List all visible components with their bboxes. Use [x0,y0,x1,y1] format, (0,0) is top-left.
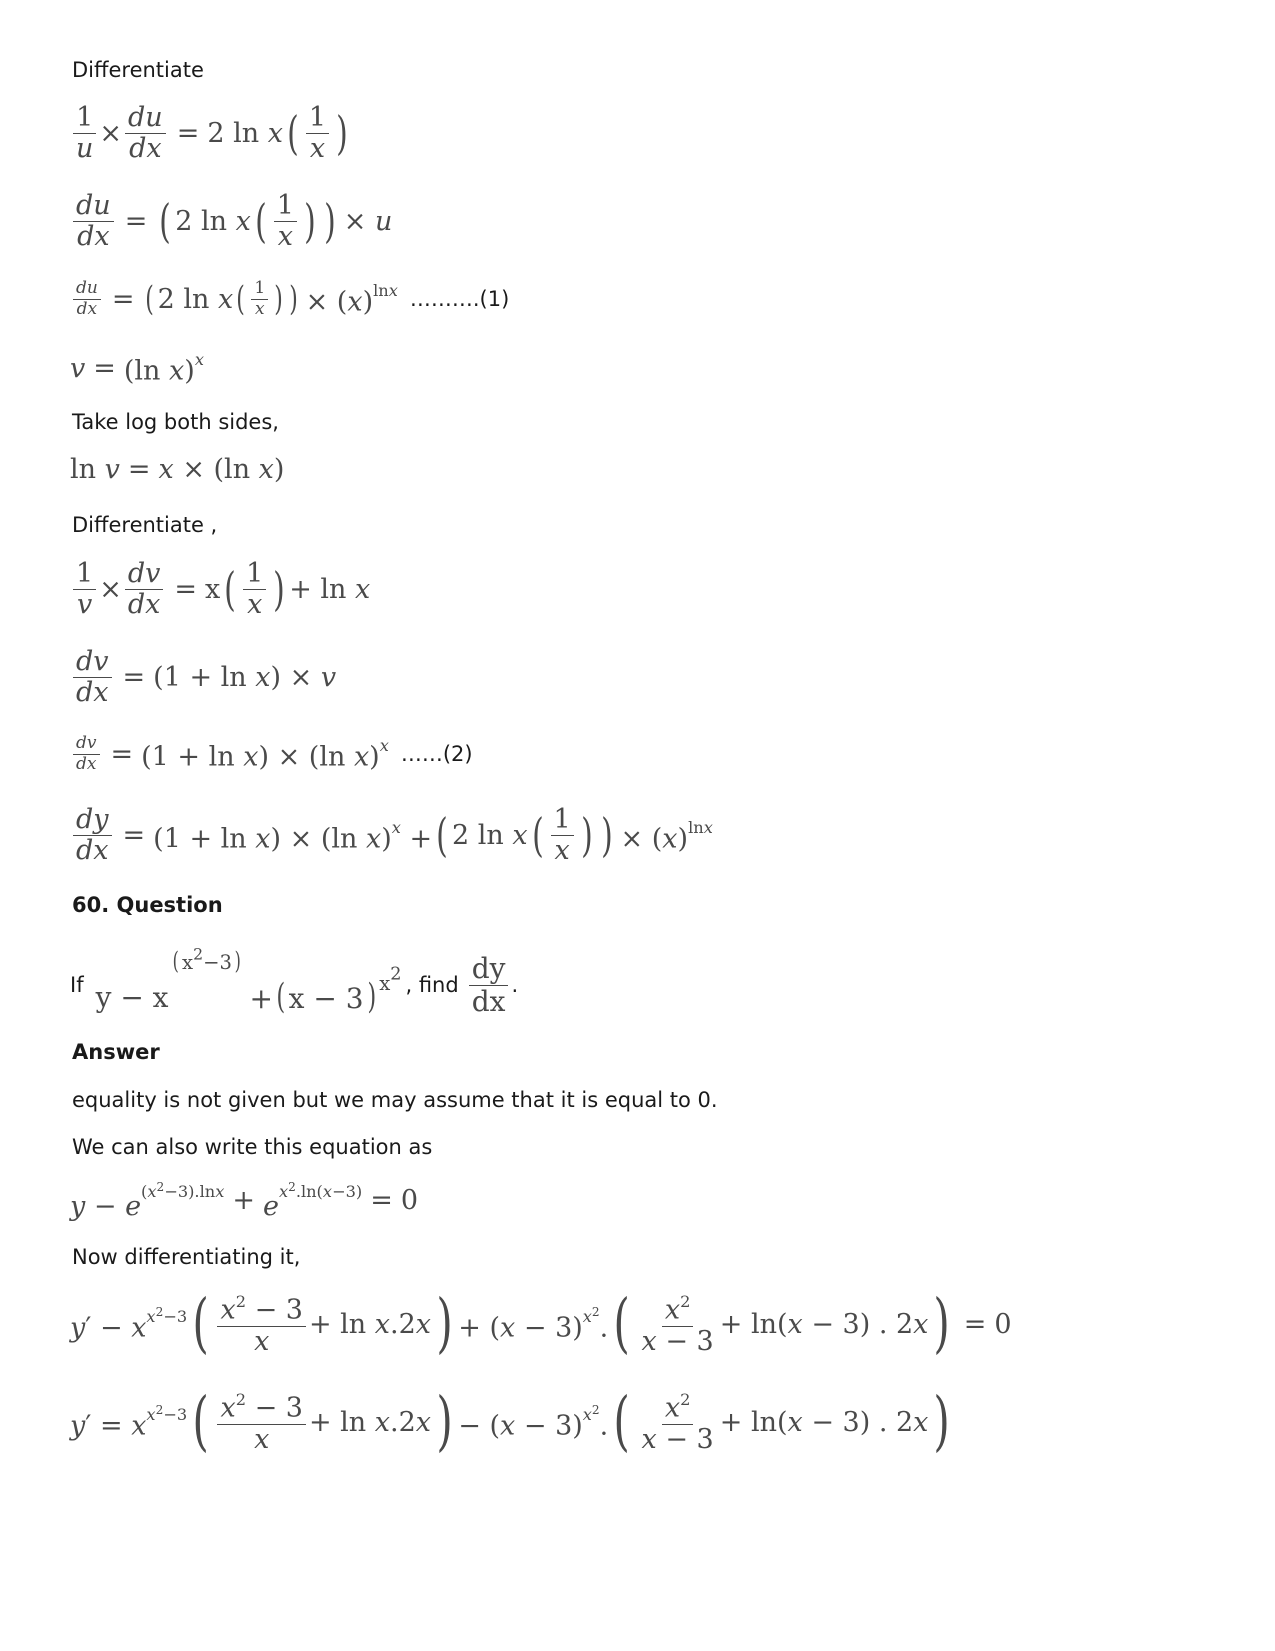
equation-dv-3: $\frac{dv}{dx}$ = (1 + ln x) × (ln x)$^x$ ……(2) [70,735,473,774]
question-period: . [511,973,519,997]
equation-dy-final: $\frac{dy}{dx}$ = (1 + ln x) × (ln x)$^x$ + ( 2 ln x ( $\frac{1}{x}$ ) ) × $(x)^{lnx}$ [70,806,713,866]
text-now-differentiating: Now differentiating it, [72,1245,301,1269]
text-differentiate-2: Differentiate , [72,513,218,537]
question-find-word: , find [405,973,459,997]
question-if-word: If [70,973,84,997]
equation-derivative-1: $y' - x^{x^2-3}$ ( $\frac{x^2 - 3}{x}$ + ln x.2x ) + $(x - 3)^{x^2}$. ( $\frac{x^2}{x - 3}$ + ln(x − 3) . 2x ) = 0 [70,1286,1012,1361]
question-title: 60. Question [72,893,223,917]
equation-dv-1: $\frac{1}{v}$ × $\frac{dv}{dx}$ = x ( $\frac{1}{x}$ ) + ln x [70,560,370,620]
equation-label-1: ……….(1) [409,287,510,312]
text-assumption: equality is not given but we may assume that it is equal to 0. [72,1088,718,1112]
text-rewrite: We can also write this equation as [72,1135,433,1159]
text-differentiate: Differentiate [72,58,204,82]
equation-du-2: $\frac{du}{dx}$ = ( 2 ln x ( $\frac{1}{x}$ ) ) × u [70,192,392,252]
equation-exponential-form: $y - e^{(x^2-3).lnx}$ + $e^{x^2.ln(x-3)}$ = 0 [70,1180,419,1222]
equation-du-3: $\frac{du}{dx}$ = ( 2 ln x ( $\frac{1}{x}$ ) ) × $(x)^{lnx}$ ……….(1) [70,280,509,319]
question-statement: If $y - x^{( x^2-3 )}$ +( x − 3) $^{x2}$ , find $\frac{dy}{dx}$ . [70,944,519,1018]
equation-dv-2: $\frac{dv}{dx}$ = (1 + ln x) × v [70,648,336,708]
answer-title: Answer [72,1040,160,1064]
equation-log-v: ln v = x × (ln x) [70,454,285,485]
equation-v-def: v = (ln x)$^x$ [70,350,204,387]
equation-derivative-2: $y' = x^{x^2-3}$ ( $\frac{x^2 - 3}{x}$ + ln x.2x ) − $(x - 3)^{x^2}$. ( $\frac{x^2}{x - 3}$ + ln(x − 3) . 2x ) [70,1384,951,1459]
equation-label-2: ……(2) [400,742,473,767]
text-take-log: Take log both sides, [72,410,279,434]
equation-du-1: $\frac{1}{u}$ × $\frac{du}{dx}$ = 2 ln x ( $\frac{1}{x}$ ) [70,104,352,164]
